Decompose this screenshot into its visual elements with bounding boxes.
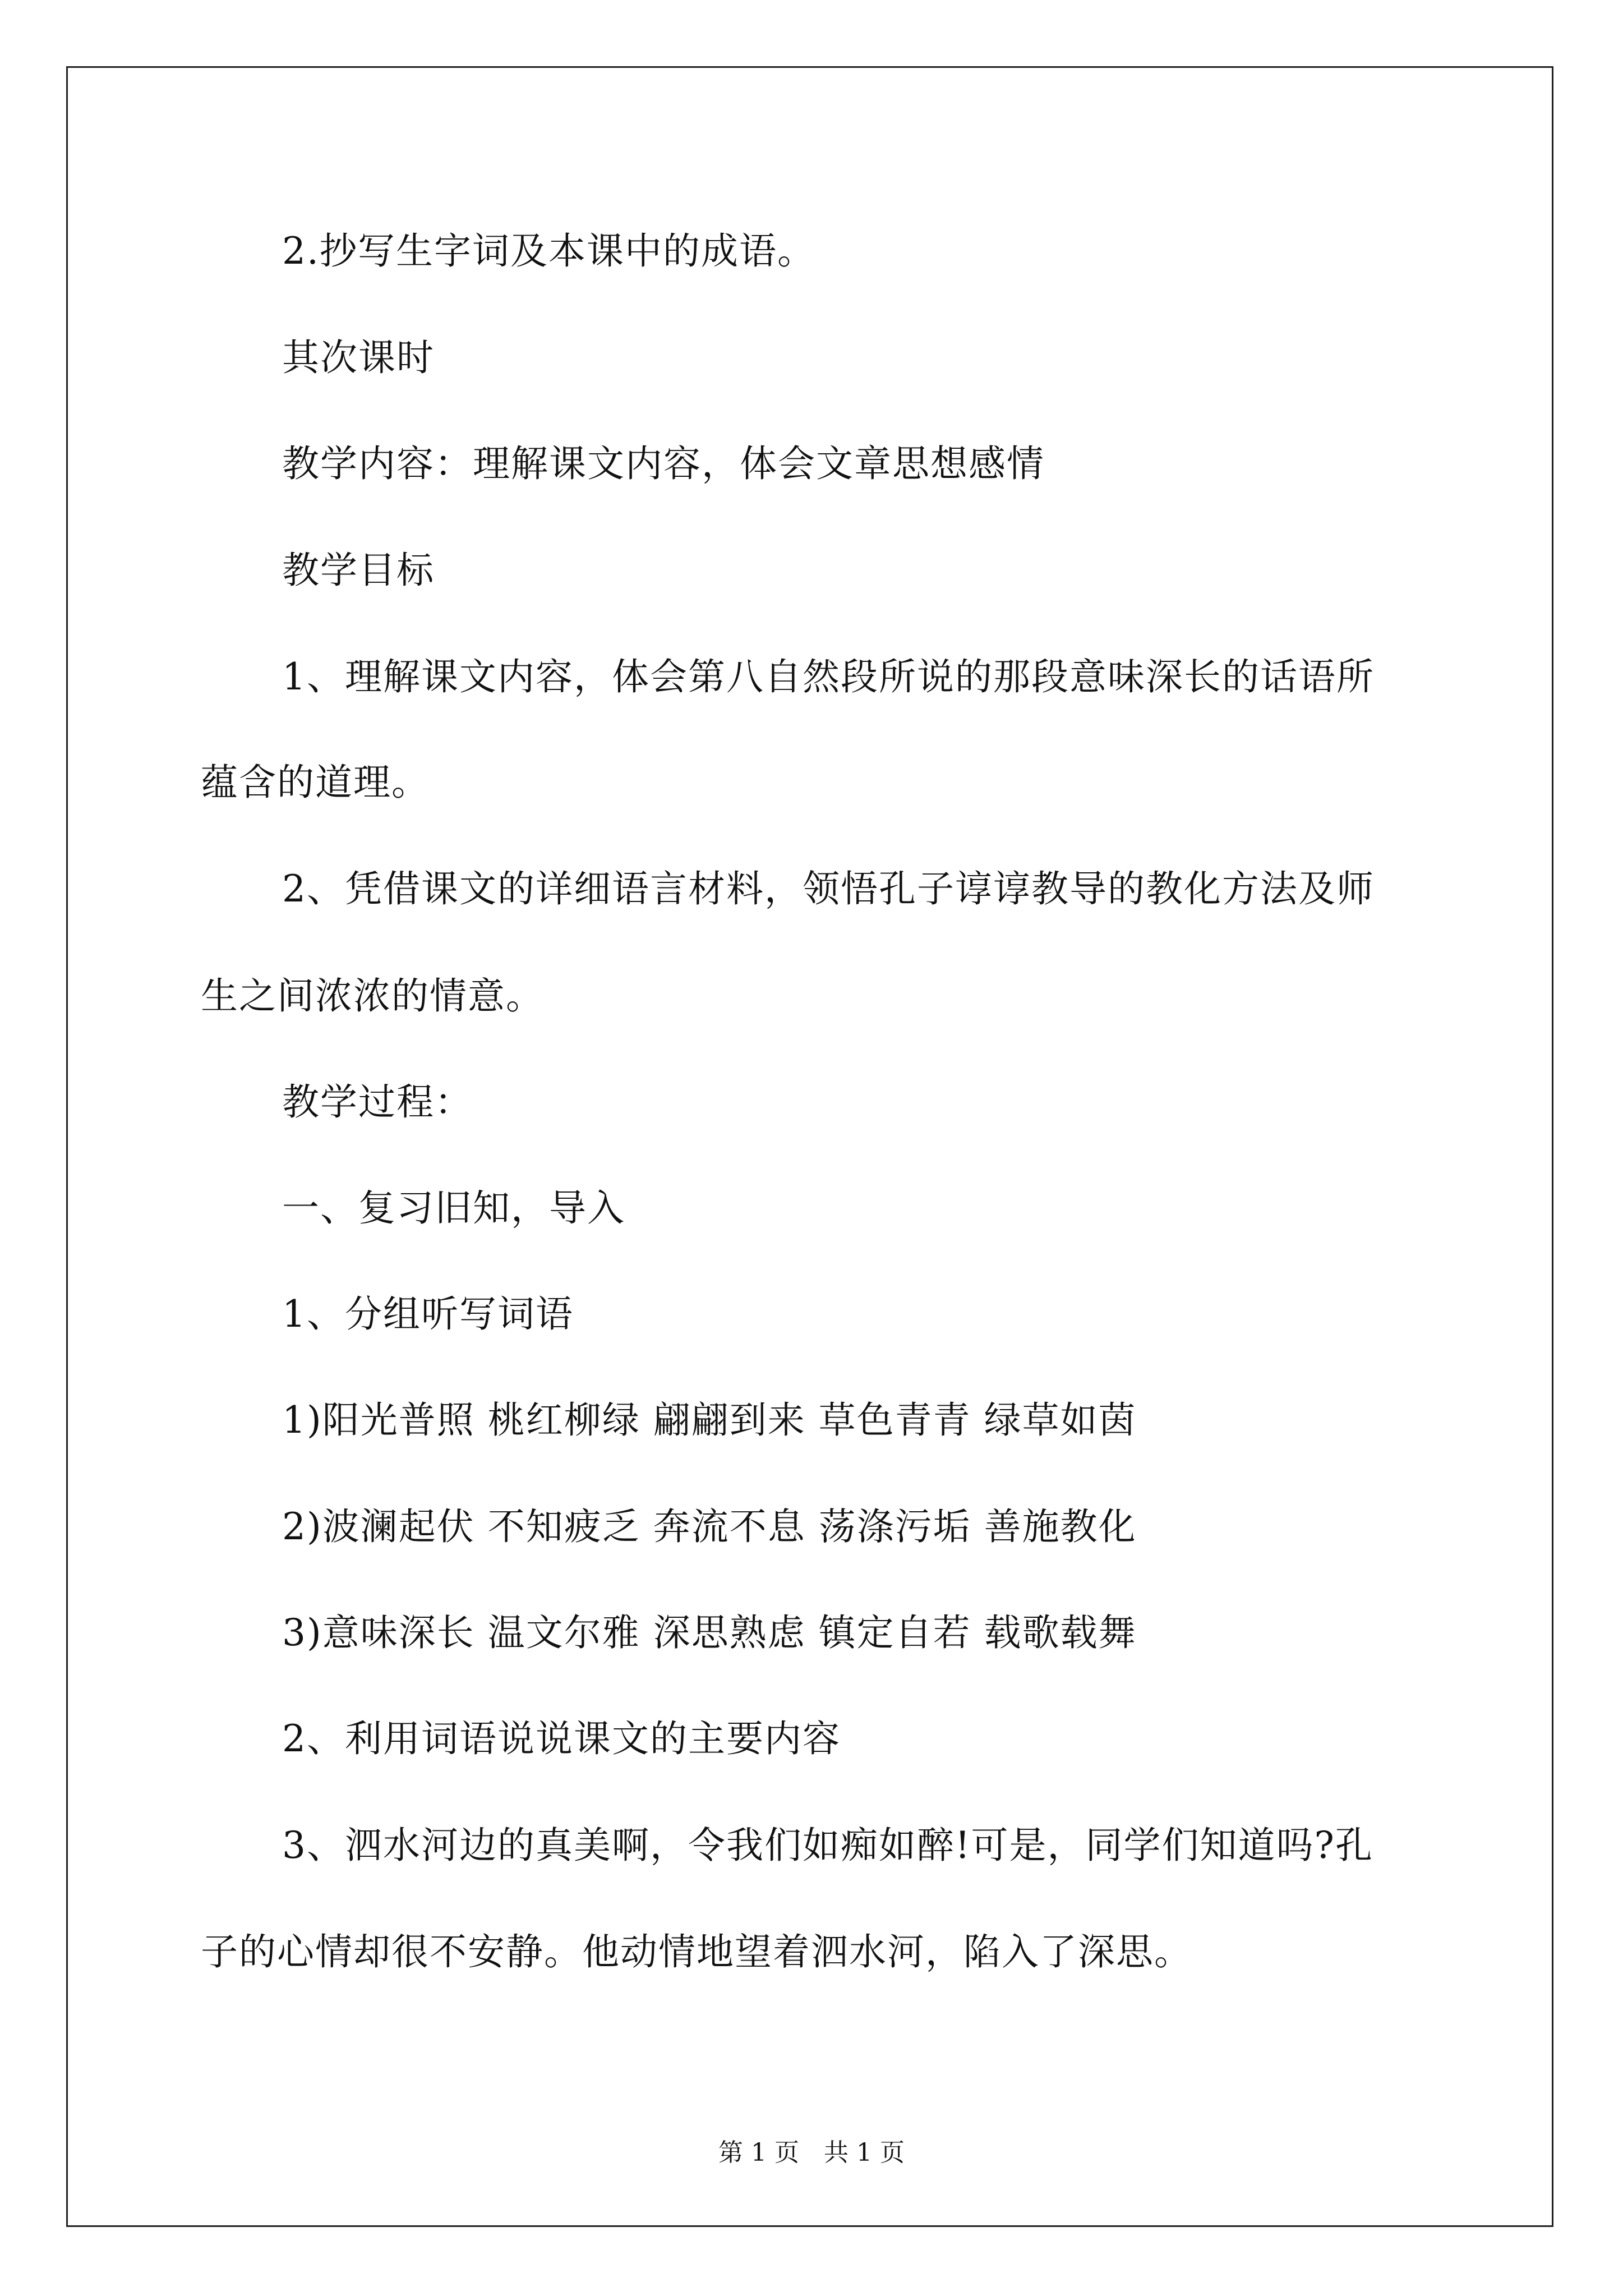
text-line: 生之间浓浓的情意。	[201, 974, 544, 1018]
text-line: 3、泗水河边的真美啊，令我们如痴如醉!可是，同学们知道吗?孔	[282, 1824, 1373, 1867]
text-line: 2)波澜起伏 不知疲乏 奔流不息 荡涤污垢 善施教化	[282, 1505, 1137, 1548]
text-line: 教学目标	[282, 549, 435, 592]
page-border	[66, 66, 1553, 2227]
text-line: 2.抄写生字词及本课中的成语。	[282, 229, 815, 273]
text-line: 一、复习旧知，导入	[282, 1186, 625, 1230]
text-line: 1、分组听写词语	[282, 1292, 574, 1336]
text-line: 2、利用词语说说课文的主要内容	[282, 1717, 841, 1760]
text-line: 教学内容：理解课文内容，体会文章思想感情	[282, 442, 1045, 485]
text-line: 1)阳光普照 桃红柳绿 翩翩到来 草色青青 绿草如茵	[282, 1398, 1137, 1442]
text-line: 教学过程：	[282, 1080, 473, 1124]
text-line: 子的心情却很不安静。他动情地望着泗水河，陷入了深思。	[201, 1930, 1192, 1973]
page-number-footer: 第 1 页 共 1 页	[718, 2138, 905, 2167]
text-line: 2、凭借课文的详细语言材料，领悟孔子谆谆教导的教化方法及师	[282, 867, 1375, 910]
text-line: 其次课时	[282, 336, 435, 379]
text-line: 3)意味深长 温文尔雅 深思熟虑 镇定自若 载歌载舞	[282, 1611, 1137, 1654]
text-line: 1、理解课文内容，体会第八自然段所说的那段意味深长的话语所	[282, 655, 1375, 698]
text-line: 蕴含的道理。	[201, 761, 430, 804]
